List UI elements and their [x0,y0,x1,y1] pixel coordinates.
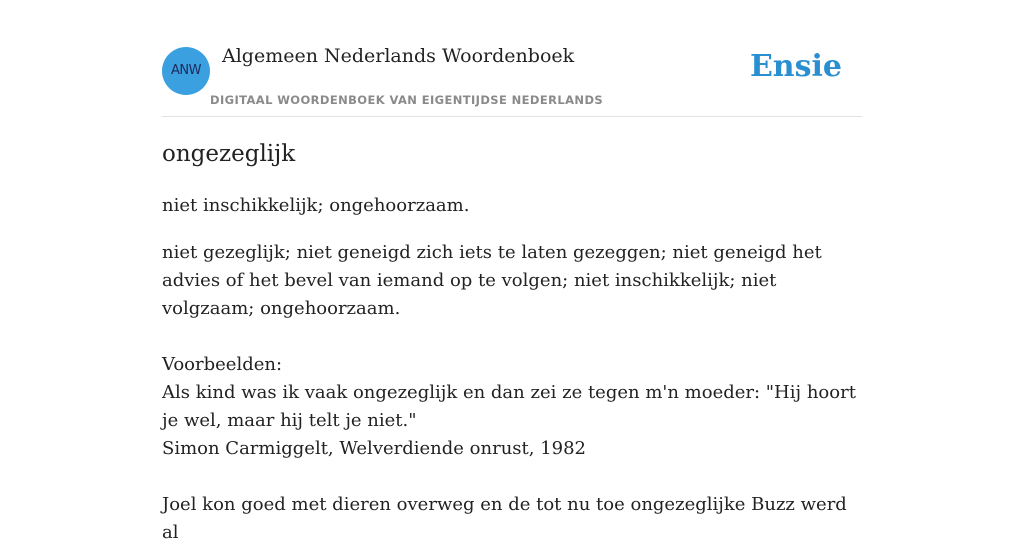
entry-content [162,138,866,547]
site-header [162,0,862,117]
anw-logo[interactable]: ANW [162,47,210,95]
long-definition: niet gezeglijk; niet geneigd zich iets te laten gezeggen; niet geneigd het advies of het bevel van iemand op te volgen; niet inschikkelijk; niet volgzaam; ongehoorzaam. [162,242,822,319]
short-definition: niet inschikkelijk; ongehoorzaam. [162,195,470,216]
example-quote: Als kind was ik vaak ongezeglijk en dan zei ze tegen m'n moeder: "Hij hoort je wel, maar hij telt je niet." [162,382,856,431]
examples-label: Voorbeelden: [162,354,283,375]
ensie-brand-link[interactable]: Ensie [749,49,842,84]
entry-headword: ongezeglijk [162,141,296,167]
site-title[interactable]: Algemeen Nederlands Woordenboek [222,45,575,67]
example-source: Simon Carmiggelt, Welverdiende onrust, 1982 [162,438,587,459]
site-subtitle: DIGITAAL WOORDENBOEK VAN EIGENTIJDSE NEDERLANDS [210,93,604,107]
example-quote: Joel kon goed met dieren overweg en de tot nu toe ongezeglijke Buzz werd al [162,494,847,543]
